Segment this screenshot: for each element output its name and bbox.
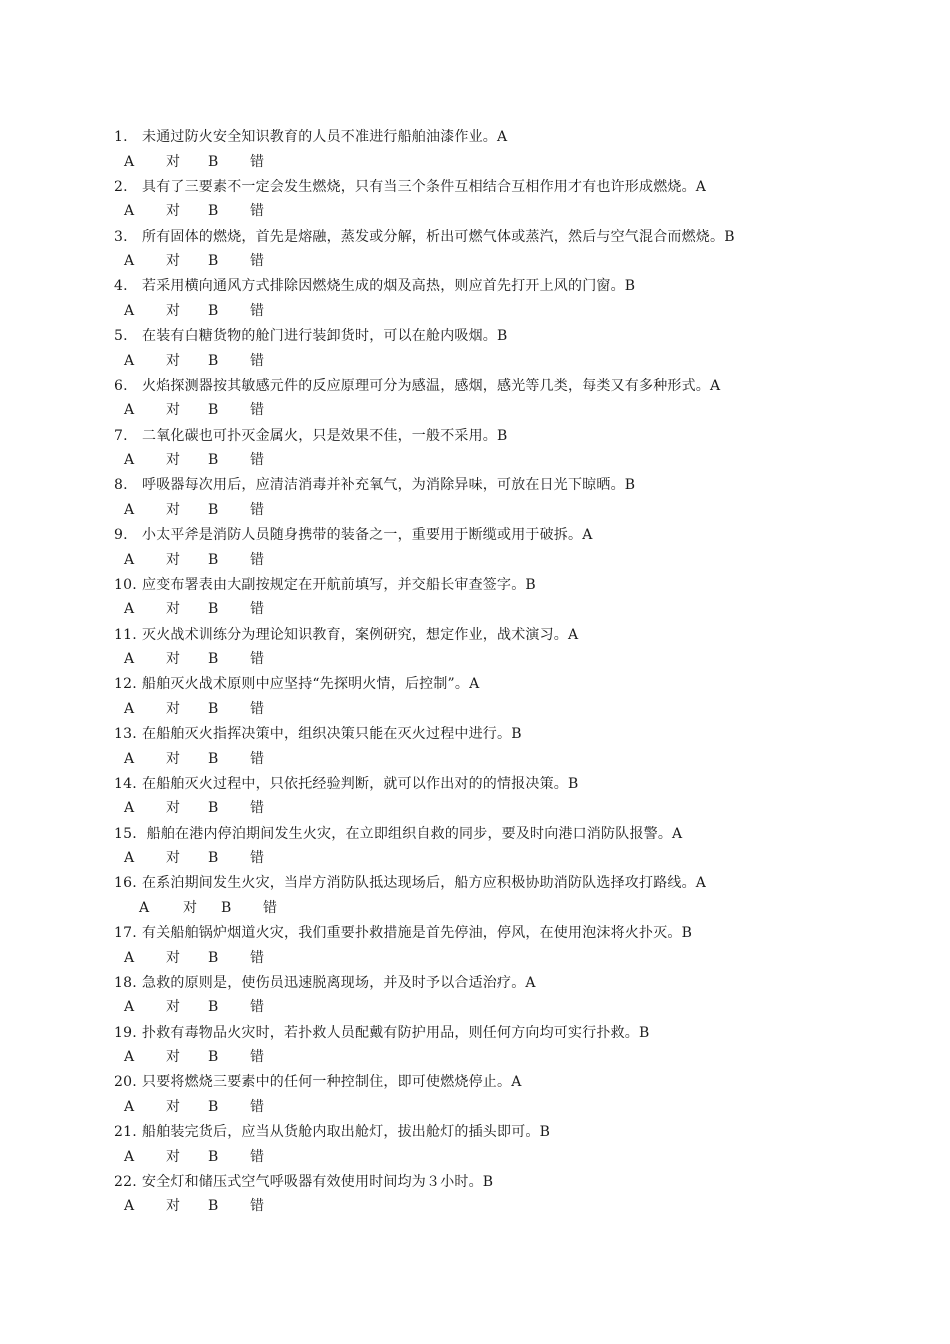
question-statement: 应变布署表由大副按规定在开航前填写，并交船长审查签字。B [142, 576, 536, 593]
question-item [0, 324, 950, 374]
question-text-line [114, 1070, 522, 1095]
question-statement: 具有了三要素不一定会发生燃烧，只有当三个条件互相结合互相作用才有也许形成燃烧。A [142, 178, 707, 195]
question-item [0, 1021, 950, 1071]
question-statement: 未通过防火安全知识教育的人员不准进行船舶油漆作业。A [142, 129, 508, 145]
option-a-text: 对 [166, 551, 180, 568]
answer-options [124, 548, 264, 573]
option-b-letter: B [208, 153, 219, 170]
question-list [0, 125, 950, 1220]
question-text-line [114, 1170, 493, 1195]
question-number: 14. [114, 775, 137, 792]
option-b-text: 错 [250, 800, 264, 817]
question-text-line [114, 1021, 650, 1046]
answer-options [124, 597, 264, 622]
option-b-text: 错 [250, 700, 264, 717]
question-statement: 火焰探测器按其敏感元件的反应原理可分为感温，感烟，感光等几类，每类又有多种形式。A [142, 377, 721, 394]
answer-options [124, 249, 264, 274]
option-a-text: 对 [166, 253, 180, 269]
answer-options [124, 995, 264, 1020]
option-b-text: 错 [250, 203, 264, 220]
option-a-letter: A [124, 1049, 135, 1065]
question-statement: 灭火战术训练分为理论知识教育，案例研究，想定作业，战术演习。A [142, 626, 579, 643]
question-number: 12. [114, 676, 137, 693]
question-statement: 若采用横向通风方式排除因燃烧生成的烟及高热，则应首先打开上风的门窗。B [142, 278, 636, 295]
option-b-text: 错 [250, 651, 264, 667]
option-b-text: 错 [250, 352, 264, 369]
option-a-text: 对 [166, 949, 180, 966]
answer-options [124, 199, 264, 224]
question-statement: 扑救有毒物品火灾时，若扑救人员配戴有防护用品，则任何方向均可实行扑救。B [142, 1024, 650, 1041]
question-number: 18. [114, 974, 137, 991]
option-b-letter: B [208, 700, 219, 717]
question-number: 3. [114, 228, 128, 245]
answer-options [124, 647, 264, 672]
question-number: 7. [114, 427, 128, 444]
option-b-letter: B [208, 402, 219, 419]
option-a-letter: A [124, 850, 135, 866]
option-a-text: 对 [183, 899, 197, 916]
option-a-letter: A [124, 750, 135, 767]
question-number: 17. [114, 925, 137, 941]
question-text-line [114, 175, 706, 200]
option-b-letter: B [208, 999, 219, 1016]
option-a-letter: A [124, 302, 135, 319]
option-b-letter: B [208, 1198, 219, 1215]
option-b-text: 错 [250, 501, 264, 518]
question-item [0, 1120, 950, 1170]
question-text-line [114, 324, 508, 349]
question-number: 21. [114, 1124, 137, 1140]
option-b-text: 错 [250, 1148, 264, 1165]
question-item [0, 473, 950, 523]
question-text-line [114, 772, 579, 797]
option-b-text: 错 [250, 999, 264, 1016]
option-b-letter: B [208, 452, 219, 468]
question-item [0, 274, 950, 324]
question-text-line [114, 1120, 550, 1145]
option-b-text: 错 [250, 253, 264, 269]
question-item [0, 225, 950, 275]
answer-options [124, 697, 264, 722]
question-statement: 船舶在港内停泊期间发生火灾，在立即组织自救的同步，要及时向港口消防队报警。A [142, 825, 683, 842]
answer-options [124, 1145, 264, 1170]
option-b-letter: B [208, 352, 219, 369]
option-a-letter: A [124, 949, 135, 966]
answer-options [124, 1045, 264, 1070]
option-b-letter: B [208, 949, 219, 966]
option-b-text: 错 [250, 601, 264, 618]
option-a-text: 对 [166, 651, 180, 667]
question-text-line [114, 573, 536, 598]
option-a-letter: A [124, 1098, 135, 1115]
option-b-text: 错 [250, 750, 264, 767]
option-b-letter: B [208, 1148, 219, 1165]
answer-options [124, 448, 264, 473]
question-text-line [114, 125, 507, 150]
question-text-line [114, 722, 522, 747]
answer-options [124, 349, 264, 374]
answer-options [124, 1095, 264, 1120]
option-b-text: 错 [250, 1098, 264, 1115]
option-a-text: 对 [166, 1098, 180, 1115]
option-a-letter: A [124, 999, 135, 1016]
question-item [0, 1070, 950, 1120]
question-statement: 二氧化碳也可扑灭金属火，只是效果不佳，一般不采用。B [142, 427, 508, 444]
answer-options [124, 150, 264, 175]
option-a-letter: A [124, 651, 135, 667]
option-b-letter: B [208, 1098, 219, 1115]
question-statement: 呼吸器每次用后，应清洁消毒并补充氧气，为消除异味，可放在日光下晾晒。B [142, 477, 636, 494]
question-item [0, 175, 950, 225]
option-b-text: 错 [250, 402, 264, 419]
question-number: 1. [114, 129, 128, 145]
option-b-text: 错 [250, 153, 264, 170]
option-b-text: 错 [250, 949, 264, 966]
option-b-text: 错 [250, 1198, 264, 1215]
question-statement: 所有固体的燃烧，首先是熔融，蒸发或分解，析出可燃气体或蒸汽，然后与空气混合而燃烧。B [142, 228, 735, 245]
option-b-letter: B [208, 551, 219, 568]
question-statement: 小太平斧是消防人员随身携带的装备之一，重要用于断缆或用于破拆。A [142, 527, 593, 543]
option-b-letter: B [208, 750, 219, 767]
option-b-letter: B [208, 302, 219, 319]
option-a-letter: A [124, 253, 135, 269]
option-b-text: 错 [250, 302, 264, 319]
question-number: 10. [114, 576, 137, 593]
question-text-line [114, 971, 536, 996]
question-text-line [114, 374, 720, 399]
option-b-letter: B [208, 651, 219, 667]
option-b-text: 错 [263, 899, 277, 916]
option-a-text: 对 [166, 203, 180, 220]
question-text-line [114, 225, 735, 250]
question-statement: 船舶装完货后，应当从货舱内取出舱灯，拔出舱灯的插头即可。B [142, 1124, 551, 1140]
question-number: 19. [114, 1024, 137, 1041]
question-item [0, 672, 950, 722]
question-item [0, 374, 950, 424]
question-number: 16. [114, 875, 137, 892]
question-text-line [114, 274, 635, 299]
question-statement: 只要将燃烧三要素中的任何一种控制住，即可使燃烧停止。A [142, 1074, 522, 1091]
option-a-text: 对 [166, 501, 180, 518]
question-item [0, 125, 950, 175]
answer-options [124, 299, 264, 324]
answer-options [139, 896, 277, 921]
question-item [0, 722, 950, 772]
option-a-text: 对 [166, 601, 180, 618]
option-a-text: 对 [166, 1049, 180, 1065]
question-item [0, 921, 950, 971]
question-number: 2. [114, 178, 128, 195]
question-item [0, 1170, 950, 1220]
option-a-letter: A [124, 551, 135, 568]
option-a-letter: A [124, 153, 135, 170]
question-number: 6. [114, 377, 128, 394]
option-b-letter: B [208, 601, 219, 618]
question-number: 22. [114, 1173, 137, 1190]
question-number: 5. [114, 328, 128, 344]
option-a-text: 对 [166, 153, 180, 170]
option-a-text: 对 [166, 402, 180, 419]
question-item [0, 573, 950, 623]
question-item [0, 523, 950, 573]
question-number: 9. [114, 527, 128, 543]
option-a-letter: A [124, 601, 135, 618]
question-statement: 在系泊期间发生火灾，当岸方消防队抵达现场后，船方应积极协助消防队选择攻打路线。A [142, 875, 707, 892]
question-text-line [114, 672, 479, 697]
answer-options [124, 398, 264, 423]
option-b-letter: B [208, 850, 219, 866]
option-b-letter: B [221, 899, 232, 916]
option-a-text: 对 [166, 302, 180, 319]
answer-options [124, 747, 264, 772]
question-statement: 急救的原则是，使伤员迅速脱离现场，并及时予以合适治疗。A [142, 974, 536, 991]
option-a-text: 对 [166, 1148, 180, 1165]
option-a-text: 对 [166, 850, 180, 866]
option-a-letter: A [124, 700, 135, 717]
option-a-letter: A [124, 402, 135, 419]
answer-options [124, 498, 264, 523]
question-text-line [114, 473, 635, 498]
question-text-line [114, 623, 578, 648]
option-a-text: 对 [166, 700, 180, 717]
option-a-letter: A [124, 800, 135, 817]
question-statement: 有关船舶锅炉烟道火灾，我们重要扑救措施是首先停油，停风，在使用泡沫将火扑灭。B [142, 925, 693, 941]
answer-options [124, 1194, 264, 1219]
question-item [0, 424, 950, 474]
question-statement: 在装有白糖货物的舱门进行装卸货时，可以在舱内吸烟。B [142, 328, 508, 344]
question-number: 13. [114, 726, 137, 742]
option-b-letter: B [208, 800, 219, 817]
option-a-letter: A [124, 203, 135, 220]
option-a-letter: A [124, 1148, 135, 1165]
option-a-text: 对 [166, 800, 180, 817]
question-text-line [114, 822, 682, 847]
question-item [0, 623, 950, 673]
option-a-letter: A [139, 899, 150, 916]
question-item [0, 971, 950, 1021]
option-a-text: 对 [166, 750, 180, 767]
option-a-letter: A [124, 501, 135, 518]
option-b-text: 错 [250, 551, 264, 568]
question-statement: 在船舶灭火过程中，只依托经验判断，就可以作出对的的情报决策。B [142, 775, 579, 792]
question-number: 20. [114, 1074, 137, 1091]
option-b-text: 错 [250, 1049, 264, 1065]
option-b-letter: B [208, 253, 219, 269]
question-statement: 在船舶灭火指挥决策中，组织决策只能在灭火过程中进行。B [142, 726, 522, 742]
question-statement: 船舶灭火战术原则中应坚持“先探明火情，后控制”。A [142, 676, 480, 693]
question-item [0, 772, 950, 822]
answer-options [124, 946, 264, 971]
question-text-line [114, 523, 593, 548]
answer-options [124, 846, 264, 871]
option-a-text: 对 [166, 1198, 180, 1215]
question-text-line [114, 424, 508, 449]
option-a-text: 对 [166, 352, 180, 369]
option-a-letter: A [124, 352, 135, 369]
answer-options [124, 796, 264, 821]
option-a-text: 对 [166, 452, 180, 468]
question-number: 11. [114, 626, 137, 643]
question-number: 8. [114, 477, 128, 494]
question-statement: 安全灯和储压式空气呼吸器有效使用时间均为３小时。B [142, 1173, 494, 1190]
option-a-letter: A [124, 452, 135, 468]
option-b-text: 错 [250, 452, 264, 468]
question-number: 4. [114, 278, 128, 295]
option-b-letter: B [208, 501, 219, 518]
question-item [0, 822, 950, 872]
option-a-letter: A [124, 1198, 135, 1215]
option-b-letter: B [208, 1049, 219, 1065]
question-number: 15. [114, 825, 137, 842]
question-text-line [114, 871, 706, 896]
question-item [0, 871, 950, 921]
option-a-text: 对 [166, 999, 180, 1016]
question-text-line [114, 921, 692, 946]
option-b-text: 错 [250, 850, 264, 866]
option-b-letter: B [208, 203, 219, 220]
